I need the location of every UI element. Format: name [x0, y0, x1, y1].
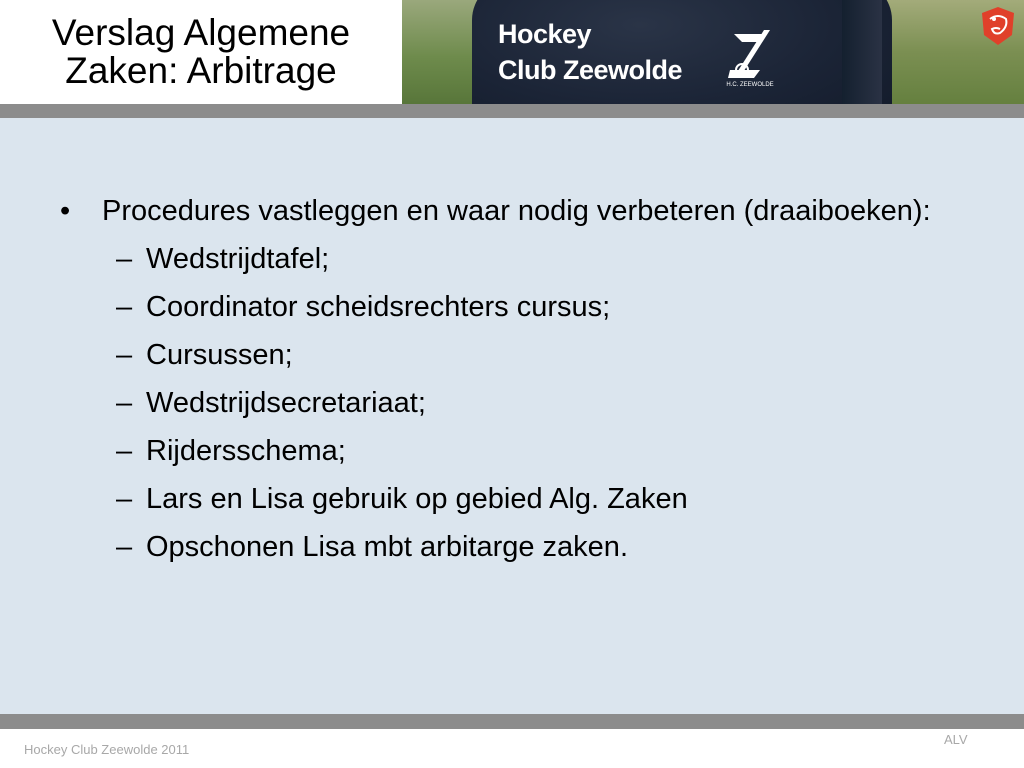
club-seal-icon — [978, 5, 1018, 47]
sub-item-dash: – — [116, 531, 133, 563]
sub-item-dash: – — [116, 483, 133, 515]
footer-copyright: Hockey Club Zeewolde 2011 — [24, 742, 190, 757]
club-brand-line-1: Hockey — [498, 19, 592, 49]
sub-item-dash: – — [116, 291, 133, 323]
sub-item — [60, 336, 980, 374]
sub-item-dash: – — [116, 339, 133, 371]
club-crest-text: H.C. ZEEWOLDE — [726, 82, 774, 88]
header-banner-photo — [402, 0, 1024, 104]
slide-title-line-2: Zaken: Arbitrage — [65, 50, 337, 91]
sub-item — [60, 240, 980, 278]
banner-arm-shadow — [842, 0, 882, 104]
bullet-item — [60, 192, 980, 230]
bullet-list — [60, 192, 980, 566]
sub-item-text: Coordinator scheidsrechters cursus; — [146, 291, 611, 323]
sub-item-text: Lars en Lisa gebruik op gebied Alg. Zaken — [146, 483, 688, 515]
bottom-divider-bar — [0, 714, 1024, 729]
slide-title — [52, 14, 350, 90]
slide-title-area — [0, 0, 402, 104]
bullet-text: Procedures vastleggen en waar nodig verbeteren (draaiboeken): — [102, 195, 931, 227]
sub-item-text: Cursussen; — [146, 339, 293, 371]
footer-label: ALV — [944, 732, 968, 747]
sub-item-text: Rijdersschema; — [146, 435, 346, 467]
sub-item — [60, 432, 980, 470]
sub-item-text: Opschonen Lisa mbt arbitarge zaken. — [146, 531, 628, 563]
sub-item-text: Wedstrijdsecretariaat; — [146, 387, 426, 419]
top-divider-bar — [0, 104, 1024, 118]
sub-item-text: Wedstrijdtafel; — [146, 243, 330, 275]
sub-item — [60, 528, 980, 566]
sub-item-dash: – — [116, 243, 133, 275]
sub-item — [60, 384, 980, 422]
sub-item-dash: – — [116, 435, 133, 467]
club-brand-text — [498, 16, 682, 88]
slide-title-line-1: Verslag Algemene — [51, 12, 351, 53]
sub-item — [60, 480, 980, 518]
club-brand-line-2: Club Zeewolde — [498, 55, 683, 85]
slide-content — [0, 118, 1024, 714]
bullet-marker: • — [60, 195, 71, 227]
sub-item — [60, 288, 980, 326]
sub-item-dash: – — [116, 387, 133, 419]
club-crest-icon — [720, 20, 780, 92]
